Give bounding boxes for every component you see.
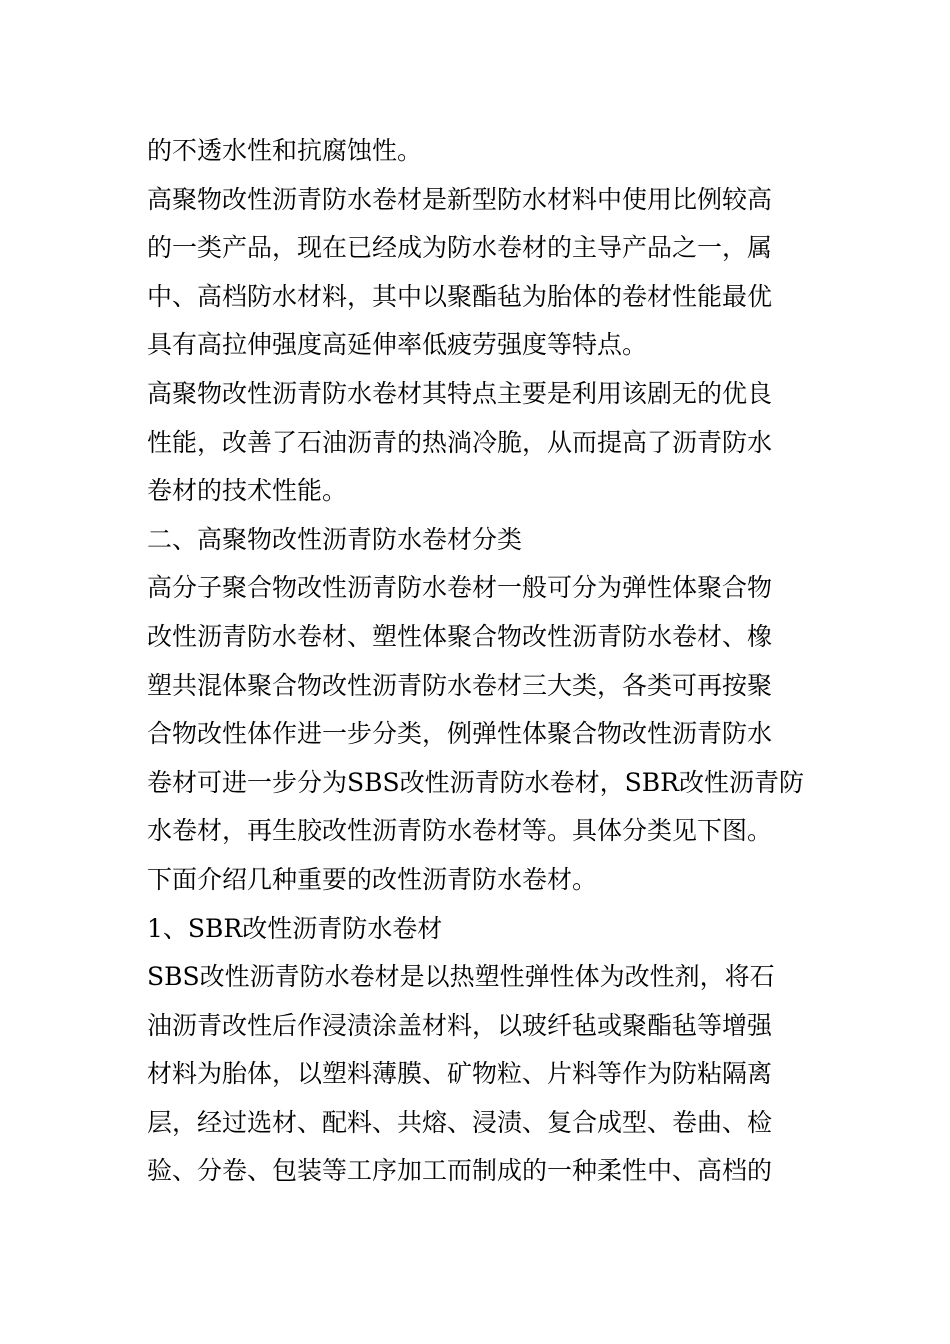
text-line: 的不透水性和抗腐蚀性。 — [147, 136, 423, 165]
text-line: SBS改性沥青防水卷材是以热塑性弹性体为改性剂，将石 — [147, 962, 775, 992]
text-line: 高聚物改性沥青防水卷材其特点主要是利用该剧无的优良 — [147, 378, 773, 408]
text-line: 卷材可进一步分为SBS改性沥青防水卷材，SBR改性沥青防 — [147, 767, 804, 797]
text-line: 塑共混体聚合物改性沥青防水卷材三大类，各类可再按聚 — [147, 670, 773, 700]
text-line: 下面介绍几种重要的改性沥青防水卷材。 — [147, 864, 598, 894]
text-line: 的一类产品，现在已经成为防水卷材的主导产品之一，属 — [147, 233, 773, 263]
section-heading: 二、高聚物改性沥青防水卷材分类 — [147, 524, 523, 554]
text-line: 层，经过选材、配料、共熔、浸渍、复合成型、卷曲、检 — [147, 1107, 773, 1137]
text-line: 水卷材，再生胶改性沥青防水卷材等。具体分类见下图。 — [147, 816, 773, 846]
text-line: 高聚物改性沥青防水卷材是新型防水材料中使用比例较高 — [147, 184, 773, 214]
text-line: 具有高拉伸强度高延伸率低疲劳强度等特点。 — [147, 330, 648, 360]
subsection-heading: 1、SBR改性沥青防水卷材 — [147, 913, 443, 943]
text-line: 油沥青改性后作浸渍涂盖材料，以玻纤毡或聚酯毡等增强 — [147, 1010, 773, 1040]
body-text — [147, 127, 812, 1196]
text-line: 验、分卷、包装等工序加工而制成的一种柔性中、高档的 — [147, 1156, 773, 1186]
text-line: 性能，改善了石油沥青的热淌冷脆，从而提高了沥青防水 — [147, 427, 773, 457]
text-line: 合物改性体作进一步分类，例弹性体聚合物改性沥青防水 — [147, 719, 773, 749]
text-line: 改性沥青防水卷材、塑性体聚合物改性沥青防水卷材、橡 — [147, 621, 773, 651]
text-line: 卷材的技术性能。 — [147, 476, 348, 506]
text-line: 高分子聚合物改性沥青防水卷材一般可分为弹性体聚合物 — [147, 573, 773, 603]
text-line: 中、高档防水材料，其中以聚酯毡为胎体的卷材性能最优 — [147, 281, 773, 311]
text-line: 材料为胎体，以塑料薄膜、矿物粒、片料等作为防粘隔离 — [147, 1059, 773, 1089]
